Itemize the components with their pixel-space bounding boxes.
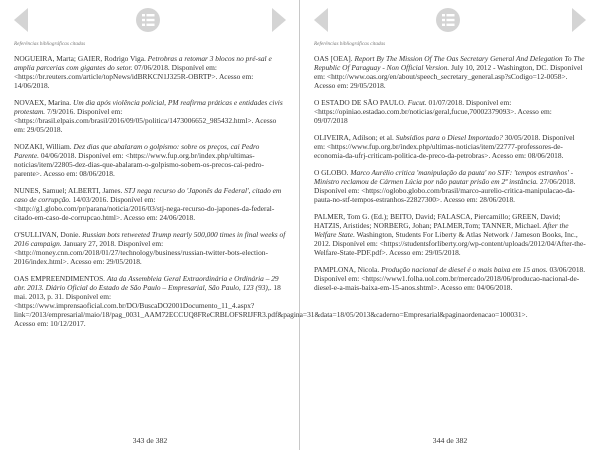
reference-entry: O ESTADO DE SÃO PAULO. Fucut. 01/07/2018. Disponível em: <https://opiniao.estadao.com.br/noticias/geral,fucue,70002379093>. Acesso em: 09/07/2018 <box>314 97 552 126</box>
reference-entry: O GLOBO. Marco Aurélio critica 'manipulação da pauta' no STF: 'tempos estranhos' - Ministro reclamou de Cármen Lúcia por não pautar prisão em 2ª instância. 27/06/2018. Disponível em: <https://oglobo.globo.com/brasil/marco-aurelio-critica-manipulacao-da-pauta-no-stf-tempos-estranhos-22827300>. Acesso em: 28/06/2018. <box>314 167 576 204</box>
reference-entry: PAMPLONA, Nicola. Produção nacional de diesel é o mais baixa em 15 anos. 03/06/2018. Disponível em: <https://www1.folha.uol.com.br/mercado/2018/06/producao-nacional-de-diesel-e-a-mais-baixa-em-15-anos.shtml>. Acesso em: 04/06/2018. <box>314 264 586 292</box>
reference-entry: NOZAKI, William. Dez dias que abalaram o golpismo: sobre os preços, cai Pedro Parente. 04/06/2018. Disponível em: <https://www.fup.org.br/index.php/ultimas-noticias/item/22805-dez-dias-que-abalaram-o-golpismo-sobem-os-precos-cai-pedro-parente>. Acesso em: 08/06/2018. <box>14 141 264 179</box>
prev-page-button[interactable] <box>306 5 340 35</box>
right-page <box>300 0 600 450</box>
reference-entry: OAS [OEA]. Report By The Mission Of The Oas Secretary General And Delegation To The Republic Of Paraguay - Non Official Version. July 10, 2012 - Washington, DC. Disponível em: <http://www.oas.org/en/about/speech_secretary_general.asp?sCodigo=12-0058>. Acesso em: 29/05/2018. <box>314 54 585 91</box>
chevron-right-icon <box>260 5 294 35</box>
page-number: 344 de 382 <box>432 436 468 445</box>
right-page-nav <box>300 5 600 39</box>
reference-entry: O'SULLIVAN, Donie. Russian bots retweeted Trump nearly 500,000 times in final weeks of 2016 campaign. January 27, 2018. Disponível em: <http://money.cnn.com/2018/01/27/technology/business/russian-twitter-bots-election-2016/index.html>. Acesso em: 29/05/2018. <box>14 229 286 267</box>
reference-entry: PALMER, Tom G. (Ed.); BEITO, David; FALASCA, Piercamillo; GREEN, David; HATZIS, Aristides; NORBERG, Johan; PALMER,Tom; TANNER, Michael. After the Welfare State. Washington, Students For Liberty & Atlas Network / Jameson Books, Inc., 2012. Disponível em: <https://studentsforliberty.org/wp-content/uploads/2012/04/After-the-Welfare-State-PDF.pdf>. Acesso em: 29/05/2018. <box>314 211 586 258</box>
prev-page-button[interactable] <box>6 5 40 35</box>
left-page-nav <box>0 5 300 39</box>
menu-button[interactable] <box>431 5 465 35</box>
next-page-button[interactable] <box>260 5 294 35</box>
menu-list-icon <box>131 5 165 35</box>
reference-entry: OAS EMPREENDIMENTOS. Ata da Assembleia Geral Extraordinária e Ordinária – 29 abr. 2013. Diário Oficial do Estado de São Paulo – Empresarial, São Paulo, 123 (93),. 18 mai. 2013, p. 31. Disponível em: <https://www.imprensaoficial.com.br/DO/BuscaDO2001Documento_11_4.aspx?link=/2013/empresarial/maio/18/pag_0031_AAM72ECCUQ8FReCRBLOFSRIJFR3.pdf&pagina=31&data=18/05/2013&caderno=Empresarial&paginaordenacao=100031>. Acesso em: 10/12/2017. <box>14 273 528 329</box>
reference-entry: OLIVEIRA, Adilson; et al. Subsídios para o Diesel Importado? 30/05/2018. Disponível em: <https://www.fup.org.br/index.php/ultimas-noticias/item/22777-professores-de-economia-da-ufrj-criticam-politica-de-preco-da-petrobras>. Acesso em: 08/06/2018. <box>314 132 575 161</box>
menu-button[interactable] <box>131 5 165 35</box>
reference-entry: NUNES, Samuel; ALBERTI, James. STJ nega recurso do 'Japonês da Federal', citado em caso de corrupção. 14/03/2016. Disponível em: <http://g1.globo.com/pr/parana/noticia/2016/03/stj-nega-recurso-do-japones-da-federal-citado-em-caso-de-corrupcao.html>. Acesso em: 24/06/2018. <box>14 185 282 223</box>
page-number: 343 de 382 <box>132 436 168 445</box>
next-page-button[interactable] <box>560 5 594 35</box>
menu-list-icon <box>431 5 465 35</box>
chevron-right-icon <box>560 5 594 35</box>
running-head: Referências bibliográficas citadas <box>14 41 86 47</box>
reference-entry: NOVAEX, Marina. Um dia após violência policial, PM reafirma práticas e entidades civis protestam. 7/9/2016. Disponível em: <https://brasil.elpais.com/brasil/2016/09/05/politica/1473006652_985432.html>. Acesso em: 29/05/2018. <box>14 97 283 135</box>
running-head: Referências bibliográficas citadas <box>314 41 386 47</box>
chevron-left-icon <box>306 5 340 35</box>
reference-list <box>314 54 586 300</box>
chevron-left-icon <box>6 5 40 35</box>
reference-entry: NOGUEIRA, Marta; GAIER, Rodrigo Viga. Petrobras a retomar 3 blocos no pré-sal e amplia parcerias com gigantes do setor. 07/06/2018. Disponível em: <https://br.reuters.com/article/topNews/idBRKCN1J325R-OBRTP>. Acesso em: 14/06/2018. <box>14 54 272 91</box>
